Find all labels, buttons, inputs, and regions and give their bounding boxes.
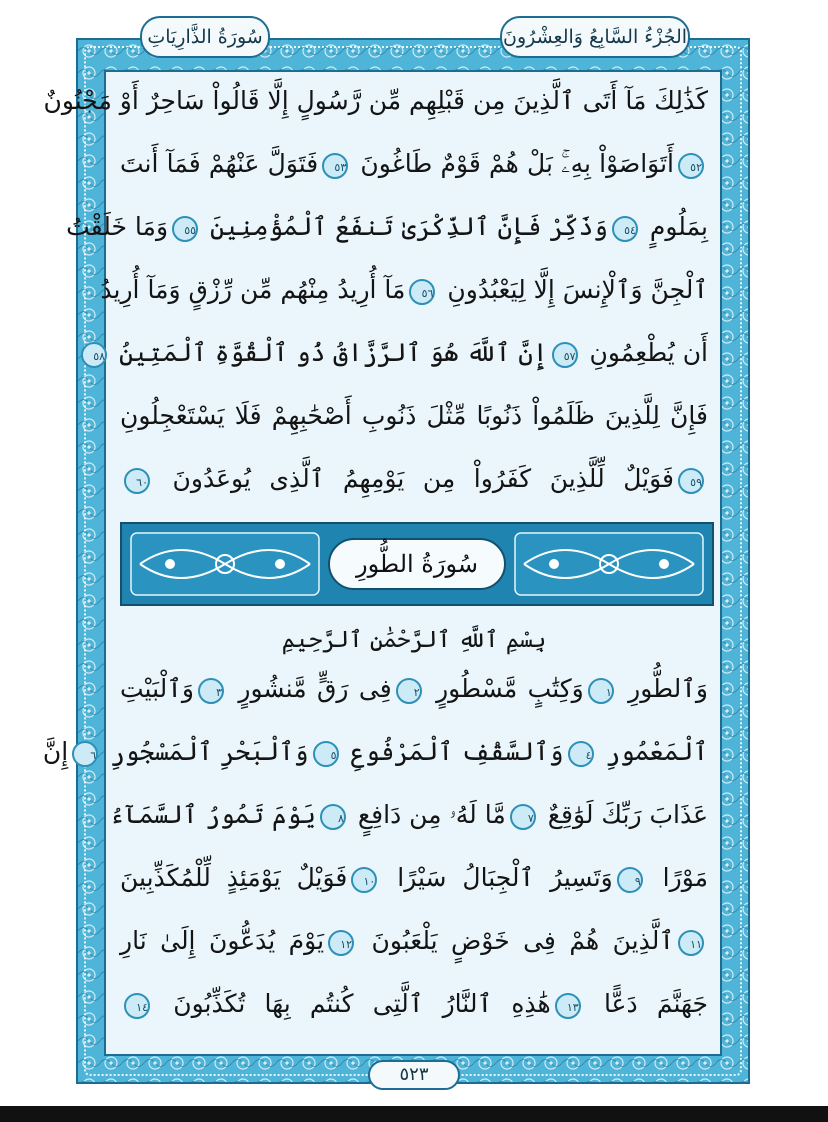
verse-number-marker: ٥٥	[172, 216, 198, 242]
verse-text: فَتَوَلَّ عَنْهُمْ فَمَآ أَنتَ	[120, 149, 319, 178]
verse-line	[120, 851, 708, 905]
verse-text: مَآ أُرِيدُ مِنْهُم مِّن رِّزْقٍ وَمَآ أُرِيدُ	[100, 275, 406, 304]
verse-text: هَٰذِهِ ٱلنَّارُ ٱلَّتِى كُنتُم بِهَا تُكَذِّبُونَ	[154, 989, 551, 1018]
verse-text: كَذَٰلِكَ مَآ أَتَى ٱلَّذِينَ مِن قَبْلِهِم مِّن رَّسُولٍ إِلَّا قَالُواْ سَاحِرٌ أَوْ مَجْنُونٌ	[43, 86, 708, 115]
verse-line	[42, 725, 708, 779]
basmala: بِسْمِ ٱللَّهِ ٱلرَّحْمَٰنِ ٱلرَّحِيمِ	[281, 627, 547, 653]
verse-number-marker: ٢	[396, 678, 422, 704]
verse-line	[120, 137, 708, 191]
verse-text: فَإِنَّ لِلَّذِينَ ظَلَمُواْ ذَنُوبًا مِّثْلَ ذَنُوبِ أَصْحَٰبِهِمْ فَلَا يَسْتَعْجِلُونِ	[120, 401, 708, 430]
verse-text: ٱلْجِنَّ وَٱلْإِنسَ إِلَّا لِيَعْبُدُونِ	[439, 275, 708, 304]
verse-number-marker: ١	[588, 678, 614, 704]
verse-text: أَن يُطْعِمُونِ	[581, 338, 708, 367]
surah-name-header	[140, 16, 270, 58]
verse-number-marker: ٥٦	[409, 279, 435, 305]
verse-text: وَكِتَٰبٍ مَّسْطُورٍ	[425, 674, 584, 703]
verse-number-marker: ٦	[72, 741, 98, 767]
verse-number-marker: ١١	[678, 930, 704, 956]
screen-bottom-bar	[0, 1106, 828, 1122]
verse-text: بِمَلُومٍ	[641, 212, 708, 241]
verse-text: وَٱلْبَحْرِ ٱلْمَسْجُورِ	[102, 737, 309, 766]
surah-name: سُورَةُ الذَّارِيَاتِ	[147, 26, 263, 48]
verse-text: مَوْرًا	[646, 863, 708, 892]
verse-text: فَوَيْلٌ لِّلَّذِينَ كَفَرُواْ مِن يَوْمِهِمُ ٱلَّذِى يُوعَدُونَ	[154, 464, 674, 493]
surah-title-banner	[120, 522, 714, 606]
verse-number-marker: ٥٣	[322, 153, 348, 179]
verse-line	[120, 389, 708, 443]
verse-text: يَوْمَ يُدَعُّونَ إِلَىٰ نَارِ	[120, 926, 325, 955]
verse-text: وَٱلسَّقْفِ ٱلْمَرْفُوعِ	[342, 737, 564, 766]
verse-text: جَهَنَّمَ دَعًّا	[584, 989, 708, 1018]
verse-number-marker: ٧	[510, 804, 536, 830]
verse-text: يَوْمَ تَمُورُ ٱلسَّمَآءُ	[109, 800, 316, 829]
verse-text: وَٱلطُّورِ	[617, 674, 709, 703]
verse-text: فَوَيْلٌ يَوْمَئِذٍ لِّلْمُكَذِّبِينَ	[120, 863, 348, 892]
verse-number-marker: ١٤	[124, 993, 150, 1019]
verse-text: وَتَسِيرُ ٱلْجِبَالُ سَيْرًا	[381, 863, 613, 892]
verse-line	[100, 263, 708, 317]
verse-number-marker: ٤	[568, 741, 594, 767]
verse-line	[120, 914, 708, 968]
verse-text: إِنَّ ٱللَّهَ هُوَ ٱلرَّزَّاقُ ذُو ٱلْقُوَّةِ ٱلْمَتِينُ	[111, 338, 548, 367]
verse-line	[120, 977, 708, 1031]
page-number: ٥٢٣	[368, 1060, 460, 1090]
verse-line	[109, 788, 708, 842]
verse-number-marker: ٥٨	[81, 342, 107, 368]
verse-text: ٱلَّذِينَ هُمْ فِى خَوْضٍ يَلْعَبُونَ	[358, 926, 674, 955]
surah-title	[328, 538, 506, 590]
verse-text: وَمَا خَلَقْتُ	[66, 212, 169, 241]
verse-line	[93, 326, 708, 380]
verse-number-marker: ٥٧	[552, 342, 578, 368]
verse-number-marker: ٨	[320, 804, 346, 830]
verse-number-marker: ٥٤	[612, 216, 638, 242]
verse-text: أَتَوَاصَوْاْ بِهِۦۚ بَلْ هُمْ قَوْمٌ طَاغُونَ	[352, 149, 674, 178]
verse-text: عَذَابَ رَبِّكَ لَوَٰقِعٌ	[539, 800, 708, 829]
banner-ornament-icon	[514, 532, 704, 596]
banner-ornament-icon	[130, 532, 320, 596]
juz-name-header	[500, 16, 690, 58]
surah-title-text: سُورَةُ الطُّورِ	[356, 550, 478, 578]
verse-number-marker: ٥٢	[678, 153, 704, 179]
verse-text: ٱلْمَعْمُورِ	[597, 737, 708, 766]
verse-line	[120, 452, 708, 506]
verse-number-marker: ١٢	[328, 930, 354, 956]
verse-number-marker: ٣	[198, 678, 224, 704]
verse-text: فِى رَقٍّ مَّنشُورٍ	[227, 674, 392, 703]
verse-number-marker: ١٠	[351, 867, 377, 893]
verse-line	[43, 74, 708, 128]
verse-text: مَّا لَهُۥ مِن دَافِعٍ	[349, 800, 506, 829]
verse-number-marker: ٩	[617, 867, 643, 893]
verse-text: إِنَّ	[42, 737, 69, 766]
verse-number-marker: ٥	[313, 741, 339, 767]
juz-name: الجُزْءُ السَّابِعُ وَالعِشْرُونَ	[503, 26, 688, 48]
verse-number-marker: ٦٠	[124, 468, 150, 494]
verse-line	[66, 200, 708, 254]
verse-text: وَٱلْبَيْتِ	[120, 674, 194, 703]
verse-number-marker: ٥٩	[678, 468, 704, 494]
verse-text: وَذَكِّرْ فَإِنَّ ٱلذِّكْرَىٰ تَنفَعُ ٱلْمُؤْمِنِينَ	[202, 212, 608, 241]
verse-line	[120, 662, 708, 716]
verse-number-marker: ١٣	[555, 993, 581, 1019]
